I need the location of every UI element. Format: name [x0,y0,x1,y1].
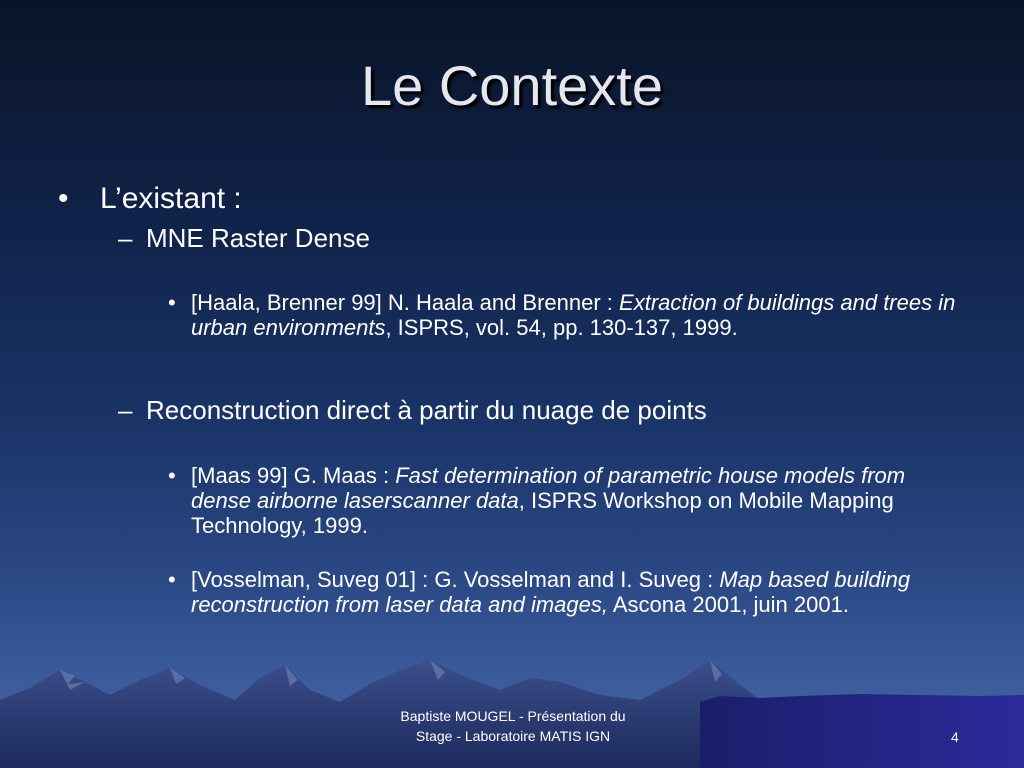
bullet-text: L’existant : [100,182,242,215]
dash-marker: – [118,223,133,253]
mountain-background [0,640,1024,768]
reference-vosselman [168,567,968,617]
reference-haala [168,290,968,340]
reference-title: Map based building reconstruction from laser data and images, [191,567,911,617]
reference-source: , ISPRS Workshop on Mobile Mapping Technology, 1999. [191,488,894,538]
slide-footer [350,706,676,746]
reference-source: , ISPRS, vol. 54, pp. 130-137, 1999. [385,315,738,340]
reference-authors: [Vosselman, Suveg 01] : G. Vosselman and I. Suveg : [191,567,720,592]
subitem-text: MNE Raster Dense [146,223,370,253]
footer-line-1: Baptiste MOUGEL - Présentation du [400,708,626,724]
reference-marker: • [168,463,176,488]
reference-source: Ascona 2001, juin 2001. [607,592,849,617]
reference-title: Fast determination of parametric house models from dense airborne laserscanner data [191,463,906,513]
reference-maas [168,463,968,538]
reference-authors: [Maas 99] G. Maas : [191,463,396,488]
page-number: 4 [951,729,959,745]
water-band [700,694,1024,768]
reference-marker: • [168,567,176,592]
reference-title: Extraction of buildings and trees in urban environments [191,290,956,340]
reference-text [191,567,968,617]
reference-text [191,463,968,538]
subitem-text: Reconstruction direct à partir du nuage de points [146,395,707,425]
reference-marker: • [168,290,176,315]
reference-text [191,290,968,340]
slide-title: Le Contexte [361,54,663,117]
reference-authors: [Haala, Brenner 99] N. Haala and Brenner : [191,290,620,315]
dash-marker: – [118,395,133,425]
footer-line-2: Stage - Laboratoire MATIS IGN [415,728,611,744]
bullet-marker: • [58,182,69,215]
